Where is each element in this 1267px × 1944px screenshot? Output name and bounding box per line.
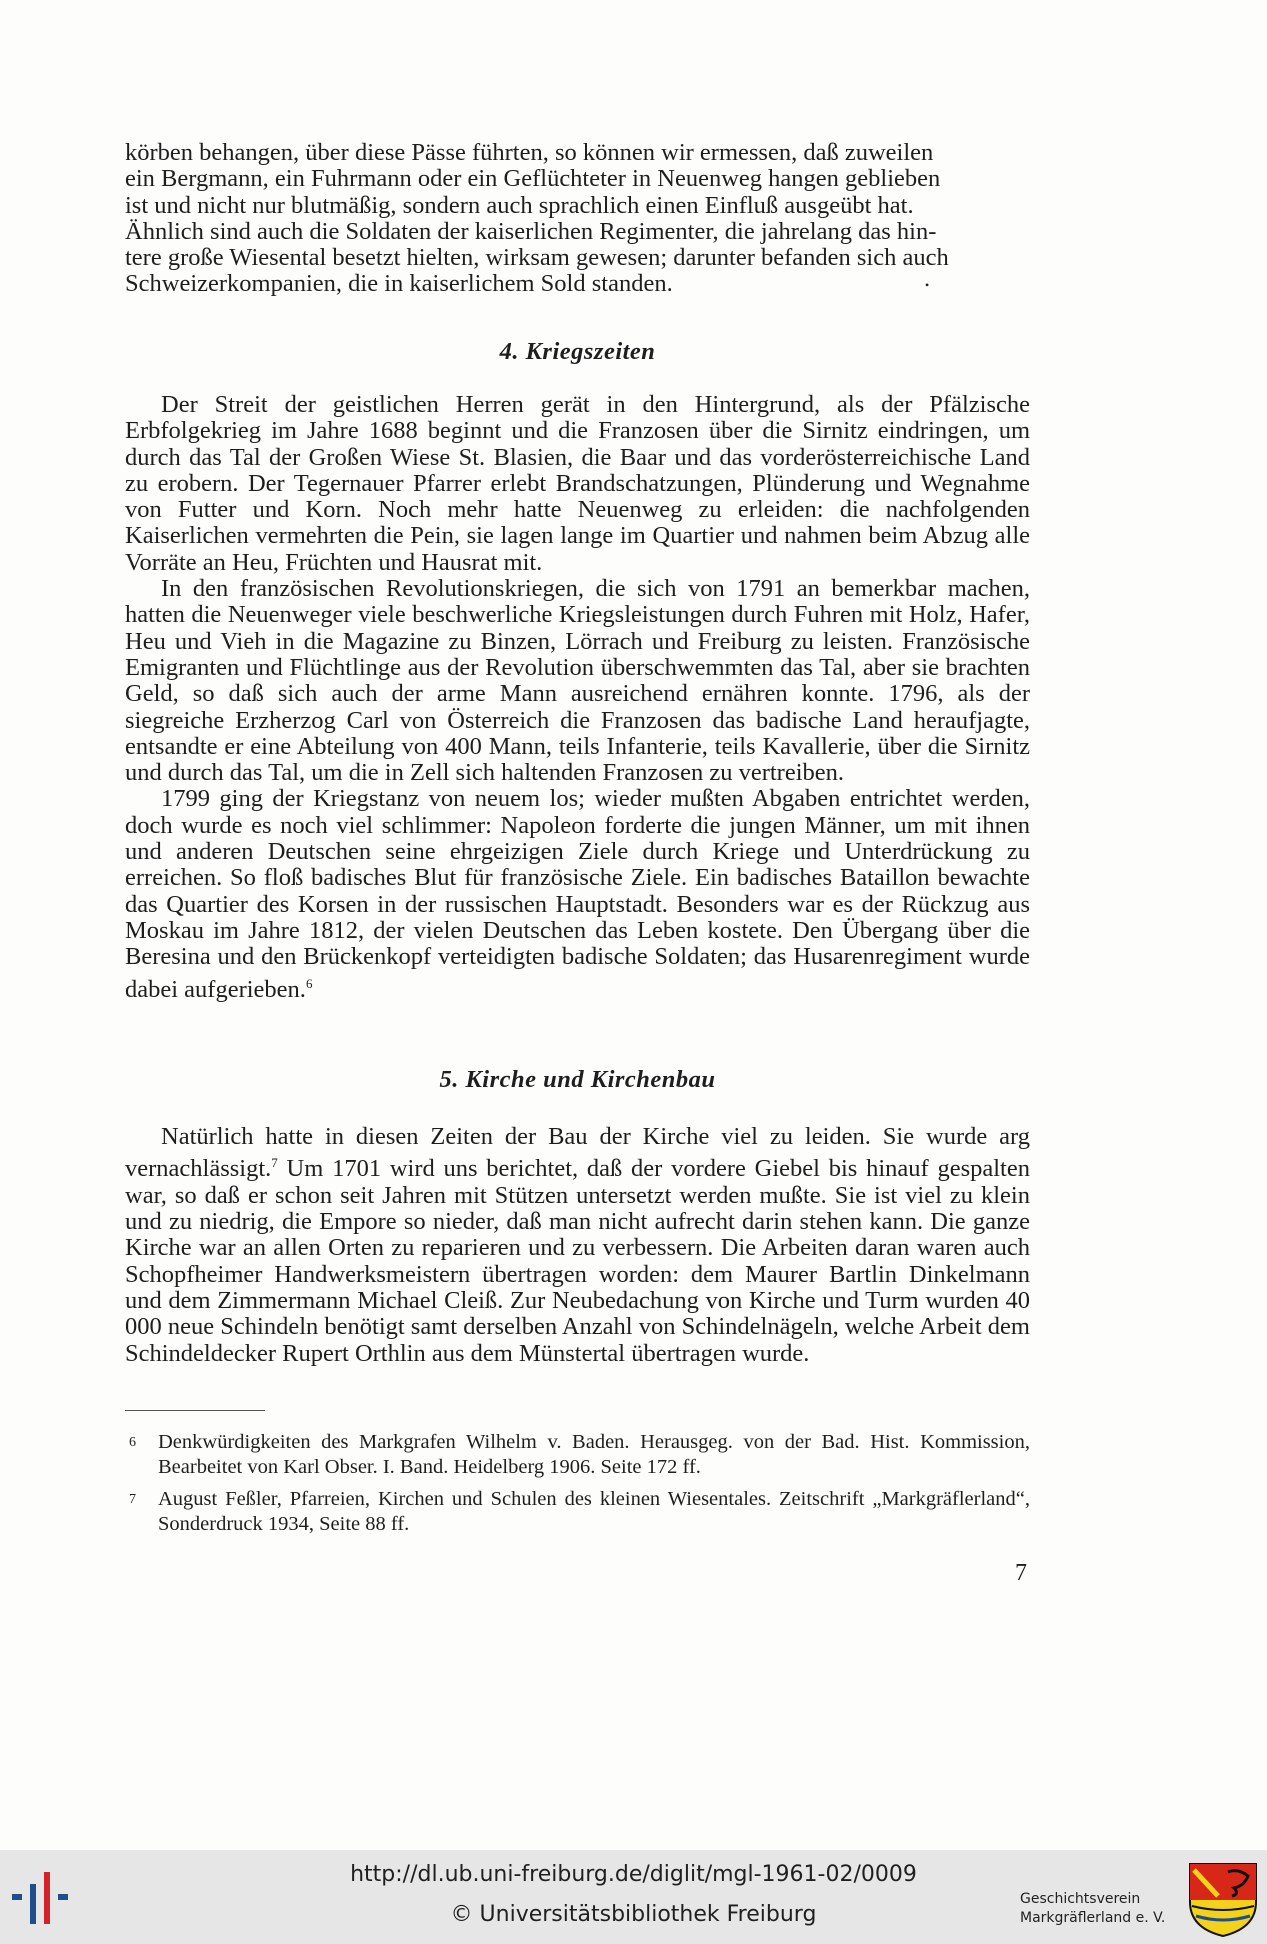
paragraph-text: 1799 ging der Kriegstanz von neuem los; wieder mußten Abgaben entrichtet werden, doch wurde es noch viel schlimmer: Napoleon forderte die jungen Männer, um mit ihnen und anderen Deutschen seine ehrgeizigen Ziele durch Kriege und Unterdrückung zu erreichen. So floß badisches Blut für französische Ziele. Ein badisches Bataillon bewachte das Quartier des Korsen in der russischen Hauptstadt. Besonders war es der Rückzug aus Moskau im Jahre 1812, der vielen Deutschen das Leben kostete. Den Übergang über die Beresina und den Brückenkopf verteidigten badische Soldaten; das Husarenregiment wurde dabei aufgerieben. xyxy=(125,785,1030,1003)
intro-line: Schweizerkompanien, die in kaiserlichem Sold standen. xyxy=(125,270,673,298)
footnote-divider xyxy=(125,1410,265,1411)
footnote-ref-6[interactable]: 6 xyxy=(305,975,313,991)
intro-line: ist und nicht nur blutmäßig, sondern auch sprachlich einen Einfluß ausgeübt hat. xyxy=(125,191,914,219)
copyright-text: © Universitätsbibliothek Freiburg xyxy=(450,1902,817,1927)
document-url-link[interactable]: http://dl.ub.uni-freiburg.de/diglit/mgl-1961-02/0009 xyxy=(350,1862,917,1887)
society-name xyxy=(1020,1890,1165,1928)
intro-line: ein Bergmann, ein Fuhrmann oder ein Geflüchteter in Neuenweg hangen geblieben xyxy=(125,165,941,193)
footnote-6 xyxy=(125,1430,1030,1479)
footnote-number: 7 xyxy=(129,1492,136,1507)
footnote-number: 6 xyxy=(129,1435,136,1450)
paragraph: In den französischen Revolutionskriegen, die sich von 1791 an bemerkbar machen, hatten die Neuenweger viele beschwerliche Kriegsleistungen durch Fuhren mit Holz, Hafer, Heu und Vieh in die Magazine zu Binzen, Lörrach und Freiburg zu leisten. Französische Emigranten und Flüchtlinge aus der Revolution überschwemmten das Tal, aber sie brachten Geld, so daß sich auch der arme Mann ausreichend ernähren konnte. 1796, als der siegreiche Erzherzog Carl von Österreich die Franzosen das badische Land heraufjagte, entsandte er eine Abteilung von 400 Mann, teils Infanterie, teils Kavallerie, über die Sirnitz und durch das Tal, um die in Zell sich haltenden Franzosen zu vertreiben. xyxy=(125,575,1030,787)
intro-line: tere große Wiesental besetzt hielten, wirksam gewesen; darunter befanden sich auch xyxy=(125,244,949,272)
intro-line: körben behangen, über diese Pässe führten, so können wir ermessen, daß zuweilen xyxy=(125,139,934,166)
footnote-text: August Feßler, Pfarreien, Kirchen und Schulen des kleinen Wiesentales. Zeitschrift „Markgräflerland“, Sonderdruck 1934, Seite 88 ff. xyxy=(158,1488,1030,1535)
section-heading-kirche: 5. Kirche und Kirchenbau xyxy=(439,1066,716,1093)
paragraph xyxy=(125,786,1030,1003)
paragraph xyxy=(125,1124,1030,1367)
footnote-7 xyxy=(125,1487,1030,1536)
section-kirche-body xyxy=(125,1124,1030,1367)
footer-bar xyxy=(0,1850,1267,1944)
footnote-text: Denkwürdigkeiten des Markgrafen Wilhelm v. Baden. Herausgeg. von der Bad. Hist. Kommission, Bearbeitet von Karl Obser. I. Band. Heidelberg 1906. Seite 172 ff. xyxy=(158,1431,1030,1478)
stray-mark: • xyxy=(925,278,930,292)
paragraph: Der Streit der geistlichen Herren gerät in den Hintergrund, als der Pfälzische Erbfolgekrieg im Jahre 1688 beginnt und die Franzosen über die Sirnitz eindringen, um durch das Tal der Großen Wiese St. Blasien, die Baar und das vorderösterreichische Land zu erobern. Der Tegernauer Pfarrer erlebt Brandschatzungen, Plünderung und Wegnahme von Futter und Korn. Noch mehr hatte Neuenweg zu erleiden: die nachfolgenden Kaiserlichen vermehrten die Pein, sie lagen lange im Quartier und nahmen beim Abzug alle Vorräte an Heu, Früchten und Hausrat mit. xyxy=(125,391,1030,576)
intro-text xyxy=(125,140,1030,298)
paragraph-text: Natürlich hatte in diesen Zeiten der Bau der Kirche viel zu leiden. Sie wurde arg vernachlässigt. xyxy=(125,1123,1030,1183)
page-number: 7 xyxy=(1015,1560,1027,1586)
society-line-1: Geschichtsverein xyxy=(1020,1891,1141,1907)
coat-of-arms-icon[interactable] xyxy=(1188,1862,1258,1938)
intro-line: Ähnlich sind auch die Soldaten der kaiserlichen Regimenter, die jahrelang das hin- xyxy=(125,217,937,245)
society-line-2: Markgräflerland e. V. xyxy=(1020,1910,1166,1926)
section-kriegszeiten-body xyxy=(125,392,1030,1003)
paragraph-text: Um 1701 wird uns berichtet, daß der vordere Giebel bis hinauf gespalten war, so daß er schon seit Jahren mit Stützen untersetzt werden mußte. Sie ist viel zu klein und zu niedrig, die Empore so nieder, daß man nicht aufrecht darin stehen kann. Die ganze Kirche war an allen Orten zu reparieren und zu verbessern. Die Arbeiten daran waren auch Schopfheimer Handwerksmeistern übertragen worden: dem Maurer Bartlin Dinkelmann und dem Zimmermann Michael Cleiß. Zur Neubedachung von Kirche und Turm wurden 40 000 neue Schindeln benötigt samt derselben Anzahl von Schindelnägeln, welche Arbeit dem Schindeldecker Rupert Orthlin aus dem Münstertal übertragen wurde. xyxy=(125,1155,1030,1367)
footnote-ref-7[interactable]: 7 xyxy=(271,1155,278,1171)
section-heading-kriegszeiten: 4. Kriegszeiten xyxy=(499,338,656,365)
